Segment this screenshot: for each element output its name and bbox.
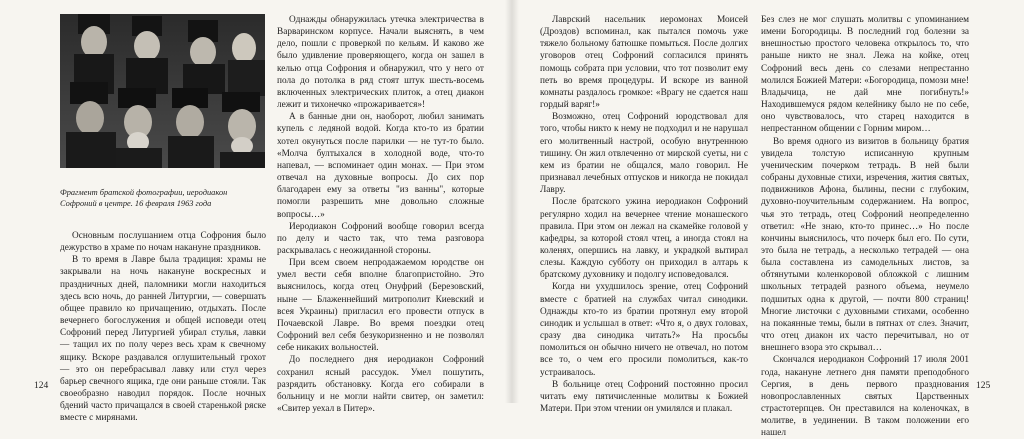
paragraph: В то время в Лавре была традиция: храмы не закрывали на ночь накануне воскресных и праздничных дней, паломники могли находиться здесь всю ночь, до ранней Литургии, — совершать общее правило ко причащению, отдыхать. После вечернего богослужения и общей исповеди отец Софроний перед Литургией убирал стулья, лавки — тащил их по полу через весь храм к свечному ящику. Вскоре раздавался оглушительный грохот — это он перебрасывал лавку или стул через барьер свечного ящика, где они раньше стояли. Так своеобразно наводил порядок. После ночных бдений часто причащался в своей старенькой ряске вместе с мирянами. [60, 255, 266, 424]
text-column-2 [277, 14, 484, 414]
photo-caption: Фрагмент братской фотографии, иеродиакон Софроний в центре. 16 февраля 1963 года [60, 188, 228, 208]
paragraph: В больнице отец Софроний постоянно просил читать ему пятичисленные молитвы к Божией Матери. При этом чтении он умилялся и плакал. [540, 379, 748, 414]
paragraph: А в банные дни он, наоборот, любил занимать купель с ледяной водой. Когда кто-то из братии хотел окунуться после парилки — не тут-то было. «Молча бултыхался в холодной воде, что-то напевал, — вспоминает один монах. — При этом отвечал на духовные вопросы. До сих пор благодарен ему за ответы "из ванны", которые помогли разрешить мне довольно сложные вопросы…» [277, 112, 484, 220]
monks-group-photo [60, 14, 265, 168]
paragraph: Основным послушанием отца Софрония было дежурство в храме по ночам накануне праздников. [60, 231, 266, 254]
paragraph: При всем своем непродажаемом юродстве он умел вести себя вполне благопристойно. Это выяснилось, когда отец Онуфрий (Березовский, ныне — Блаженнейший митрополит Киевский и всея Украины) пригласил его провести отпуск в Почаевской Лавре. Во время поездки отец Софроний вел себя безукоризненно и не позволял себе никаких вольностей. [277, 258, 484, 354]
paragraph: До последнего дня иеродиакон Софроний сохранил ясный рассудок. Умел пошутить, разрядить обстановку. Когда его собирали в больницу и не могли найти свитер, он заметил: «Свитер уехал в Питер». [277, 355, 484, 414]
paragraph: Без слез не мог слушать молитвы с упоминанием имени Богородицы. В последний год болезни за внешностью простого человека открылось то, что раньше никто не знал. Лежа на койке, отец Софроний весь день со слезами непрестанно молился Божией Матери: «Богородица, помози мне! Владычица, не дай мне погибнуть!» Находившемуся рядом келейнику было не по себе, оно чувствовалось, что старец находится в непрестанном общении с Горним миром… [761, 15, 969, 135]
paragraph: Однажды обнаружилась утечка электричества в Варваринском корпусе. Начали выяснять, в чем дело, пошли с проверкой по кельям. И каково же было удивление проверяющего, когда он зашел в келью отца Софрония и обнаружил, что у него от пола до потолка в ряд стоят штук шесть-восемь включенных электрических плиток, а отец диакон лежит и тихонечко «прожаривается»! [277, 15, 484, 111]
paragraph: Возможно, отец Софроний юродствовал для того, чтобы никто к нему не подходил и не нарушал его молитвенный настрой, особую внутреннюю тишину. Он жил отвлеченно от мирской суеты, ни с кем из братии не общался, мало говорил. Не признавал лечебных отпусков и никогда не покидал Лавру. [540, 112, 748, 196]
paragraph: После братского ужина иеродиакон Софроний регулярно ходил на вечернее чтение монашеского правила. При этом он лежал на скамейке головой у кафедры, за которой стоял чтец, а иногда стоял на коленях, опершись на лавку, и украдкой вытирал слезы. Каждую субботу он приходил в алтарь к братскому духовнику и подолгу исповедовался. [540, 197, 748, 281]
page-number-left: 124 [34, 381, 49, 391]
text-column-1 [60, 230, 266, 424]
page-number-right: 125 [976, 381, 991, 391]
text-column-3 [540, 14, 748, 414]
paragraph: Иеродиакон Софроний вообще говорил всегда по делу и часто так, что тема разговора раскрывалась с неожиданной стороны. [277, 221, 484, 256]
book-gutter [505, 0, 519, 403]
paragraph: Лаврский насельник иеромонах Моисей (Дроздов) вспоминал, как пытался помочь уже тяжело больному батюшке помыться. После долгих уговоров отец Софроний согласился принять помощь собрата при условии, что тот позволит ему петь во время процедуры. И вскоре из ванной комнаты раздалось громкое: «Врагу не сдается наш гордый варяг!» [540, 15, 748, 111]
paragraph: Во время одного из визитов в больницу братия увидела толстую исписанную крупным ученическим почерком тетрадь. В ней были собраны духовные стихи, изречения, жития святых, подвижников Афона, былины, песни с глубоким, духовно-поучительным содержанием. На вопрос, чья это тетрадь, отец Софроний неопределенно ответил: «Не знаю, кто-то принес…» Но после кончины выяснилось, что почерк был его. По сути, это была не тетрадь, а несколько тетрадей — она была составлена из самодельных листов, за обтянутыми коленкоровой обложкой с лишним школьных тетрадей разного объема, неумело подшитых одна к другой, — почти 800 страниц! Многие листочки с духовными стихами, особенно на покаянные темы, были в пятнах от слез. Значит, что отец диакон их часто перечитывал, но от внешнего взора это скрывал… [761, 136, 969, 354]
text-column-4 [761, 14, 969, 439]
paragraph: Когда ни ухудшилось зрение, отец Софроний вместе с братией на службах читал синодики. Однажды кто-то из братии протянул ему второй синодик и услышал в ответ: «Что я, о двух головах, сразу два синодика читать?» На просьбы помолиться он обычно ничего не отвечал, но потом все то, о чем его просили помолиться, как-то устраивалось. [540, 282, 748, 378]
paragraph: Скончался иеродиакон Софроний 17 июля 2001 года, накануне летнего дня памяти преподобного Сергия, в день первого празднования новопрославленных святых Царственных страстотерпцев. Он преставился на коленочках, в молитве, в уединении. В таком положении его нашел [761, 355, 969, 439]
